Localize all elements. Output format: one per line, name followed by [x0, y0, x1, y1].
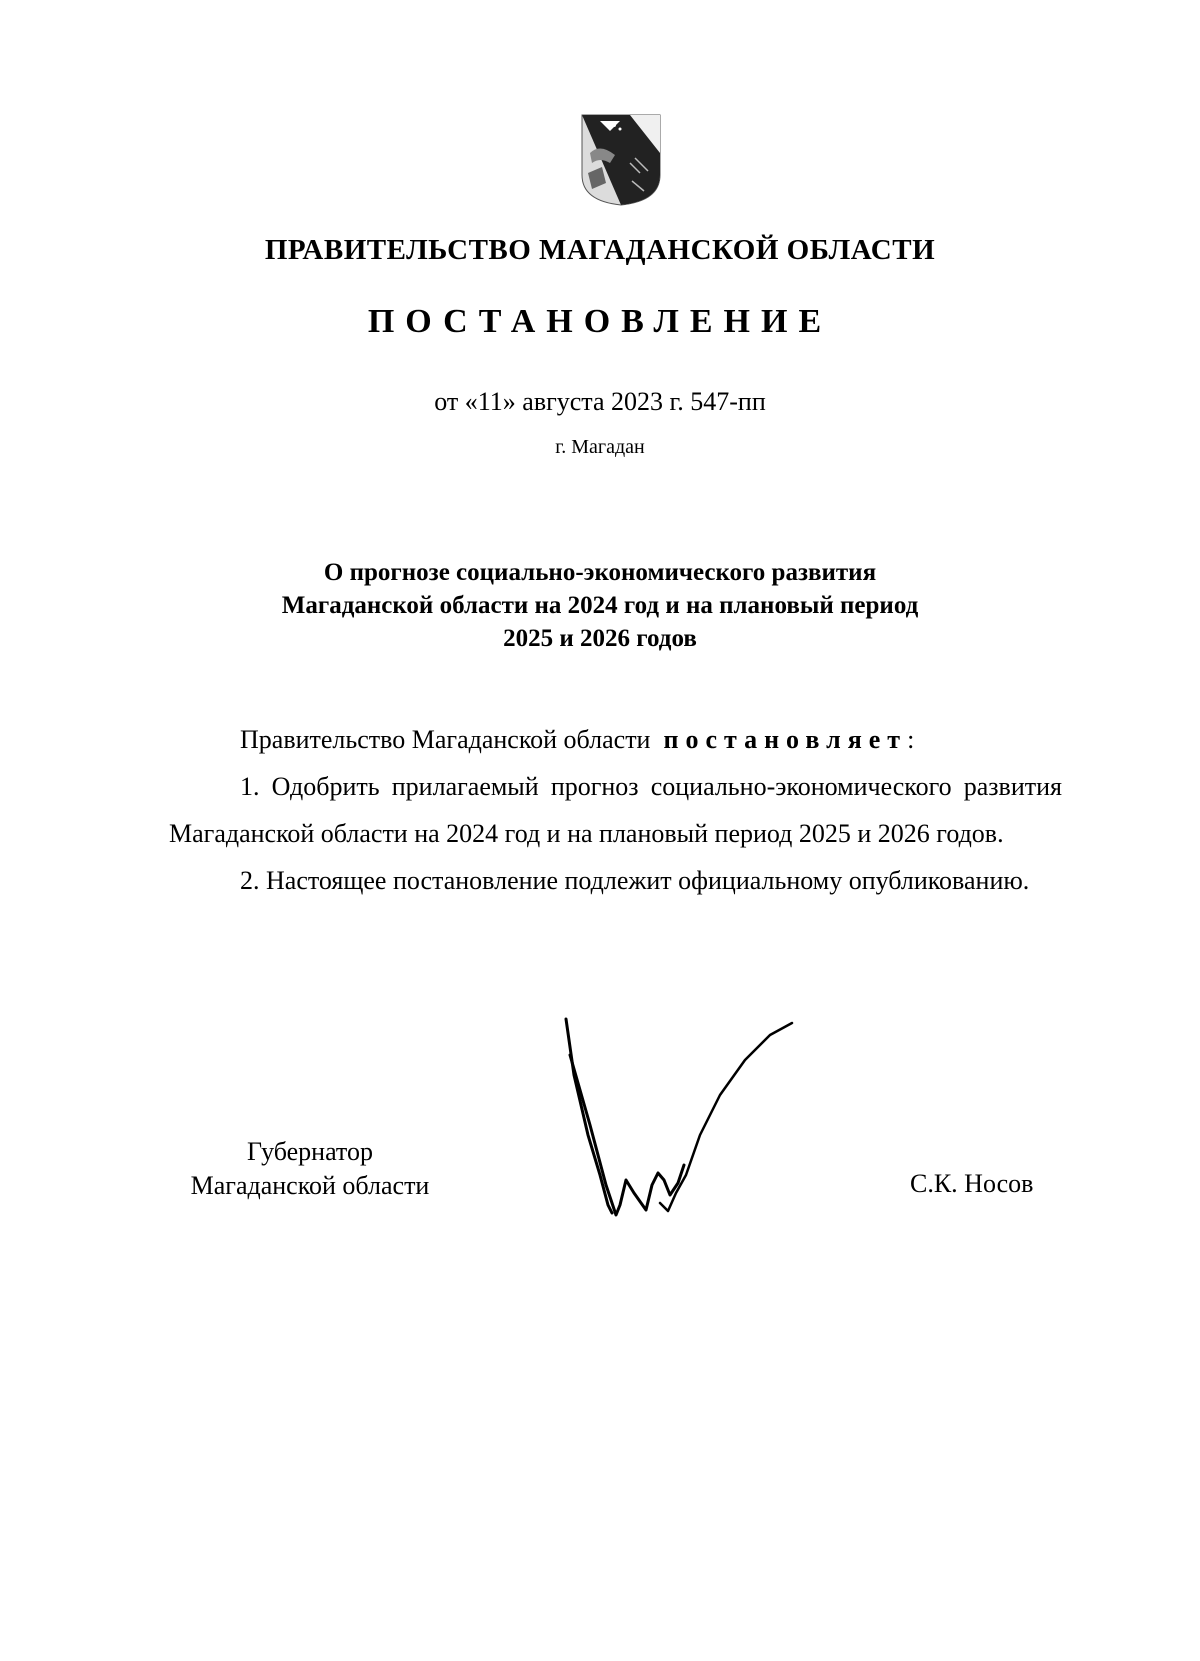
- preamble-action: постановляет: [663, 725, 908, 754]
- document-type: ПОСТАНОВЛЕНИЕ: [367, 303, 833, 340]
- document-body: [169, 716, 1062, 904]
- title-line-3: 2025 и 2026 годов: [503, 625, 697, 652]
- coat-of-arms-emblem: [580, 113, 662, 207]
- position-line-1: Губернатор: [247, 1137, 373, 1166]
- title-line-1: О прогнозе социально-экономического развития: [323, 559, 877, 586]
- item-1-paragraph: 1. Одобрить прилагаемый прогноз социально-экономического развития Магаданской области на 2024 год и на плановый период 2025 и 2026 годов.: [169, 772, 1062, 848]
- organization-name: ПРАВИТЕЛЬСТВО МАГАДАНСКОЙ ОБЛАСТИ: [264, 234, 936, 266]
- handwritten-signature: [560, 1015, 800, 1235]
- document-city: г. Магадан: [555, 436, 645, 458]
- document-date-number: от «11» августа 2023 г. 547-пп: [434, 387, 766, 416]
- item-2-paragraph: 2. Настоящее постановление подлежит официальному опубликованию.: [240, 866, 1030, 895]
- preamble-colon: :: [907, 725, 915, 754]
- preamble-text: Правительство Магаданской области: [240, 725, 651, 754]
- preamble-paragraph: [169, 716, 1062, 763]
- signatory-position: [170, 1135, 450, 1203]
- document-title: [0, 556, 1200, 655]
- signatory-name: С.К. Носов: [910, 1169, 1034, 1198]
- title-line-2: Магаданской области на 2024 год и на плановый период: [281, 592, 919, 619]
- position-line-2: Магаданской области: [190, 1171, 430, 1200]
